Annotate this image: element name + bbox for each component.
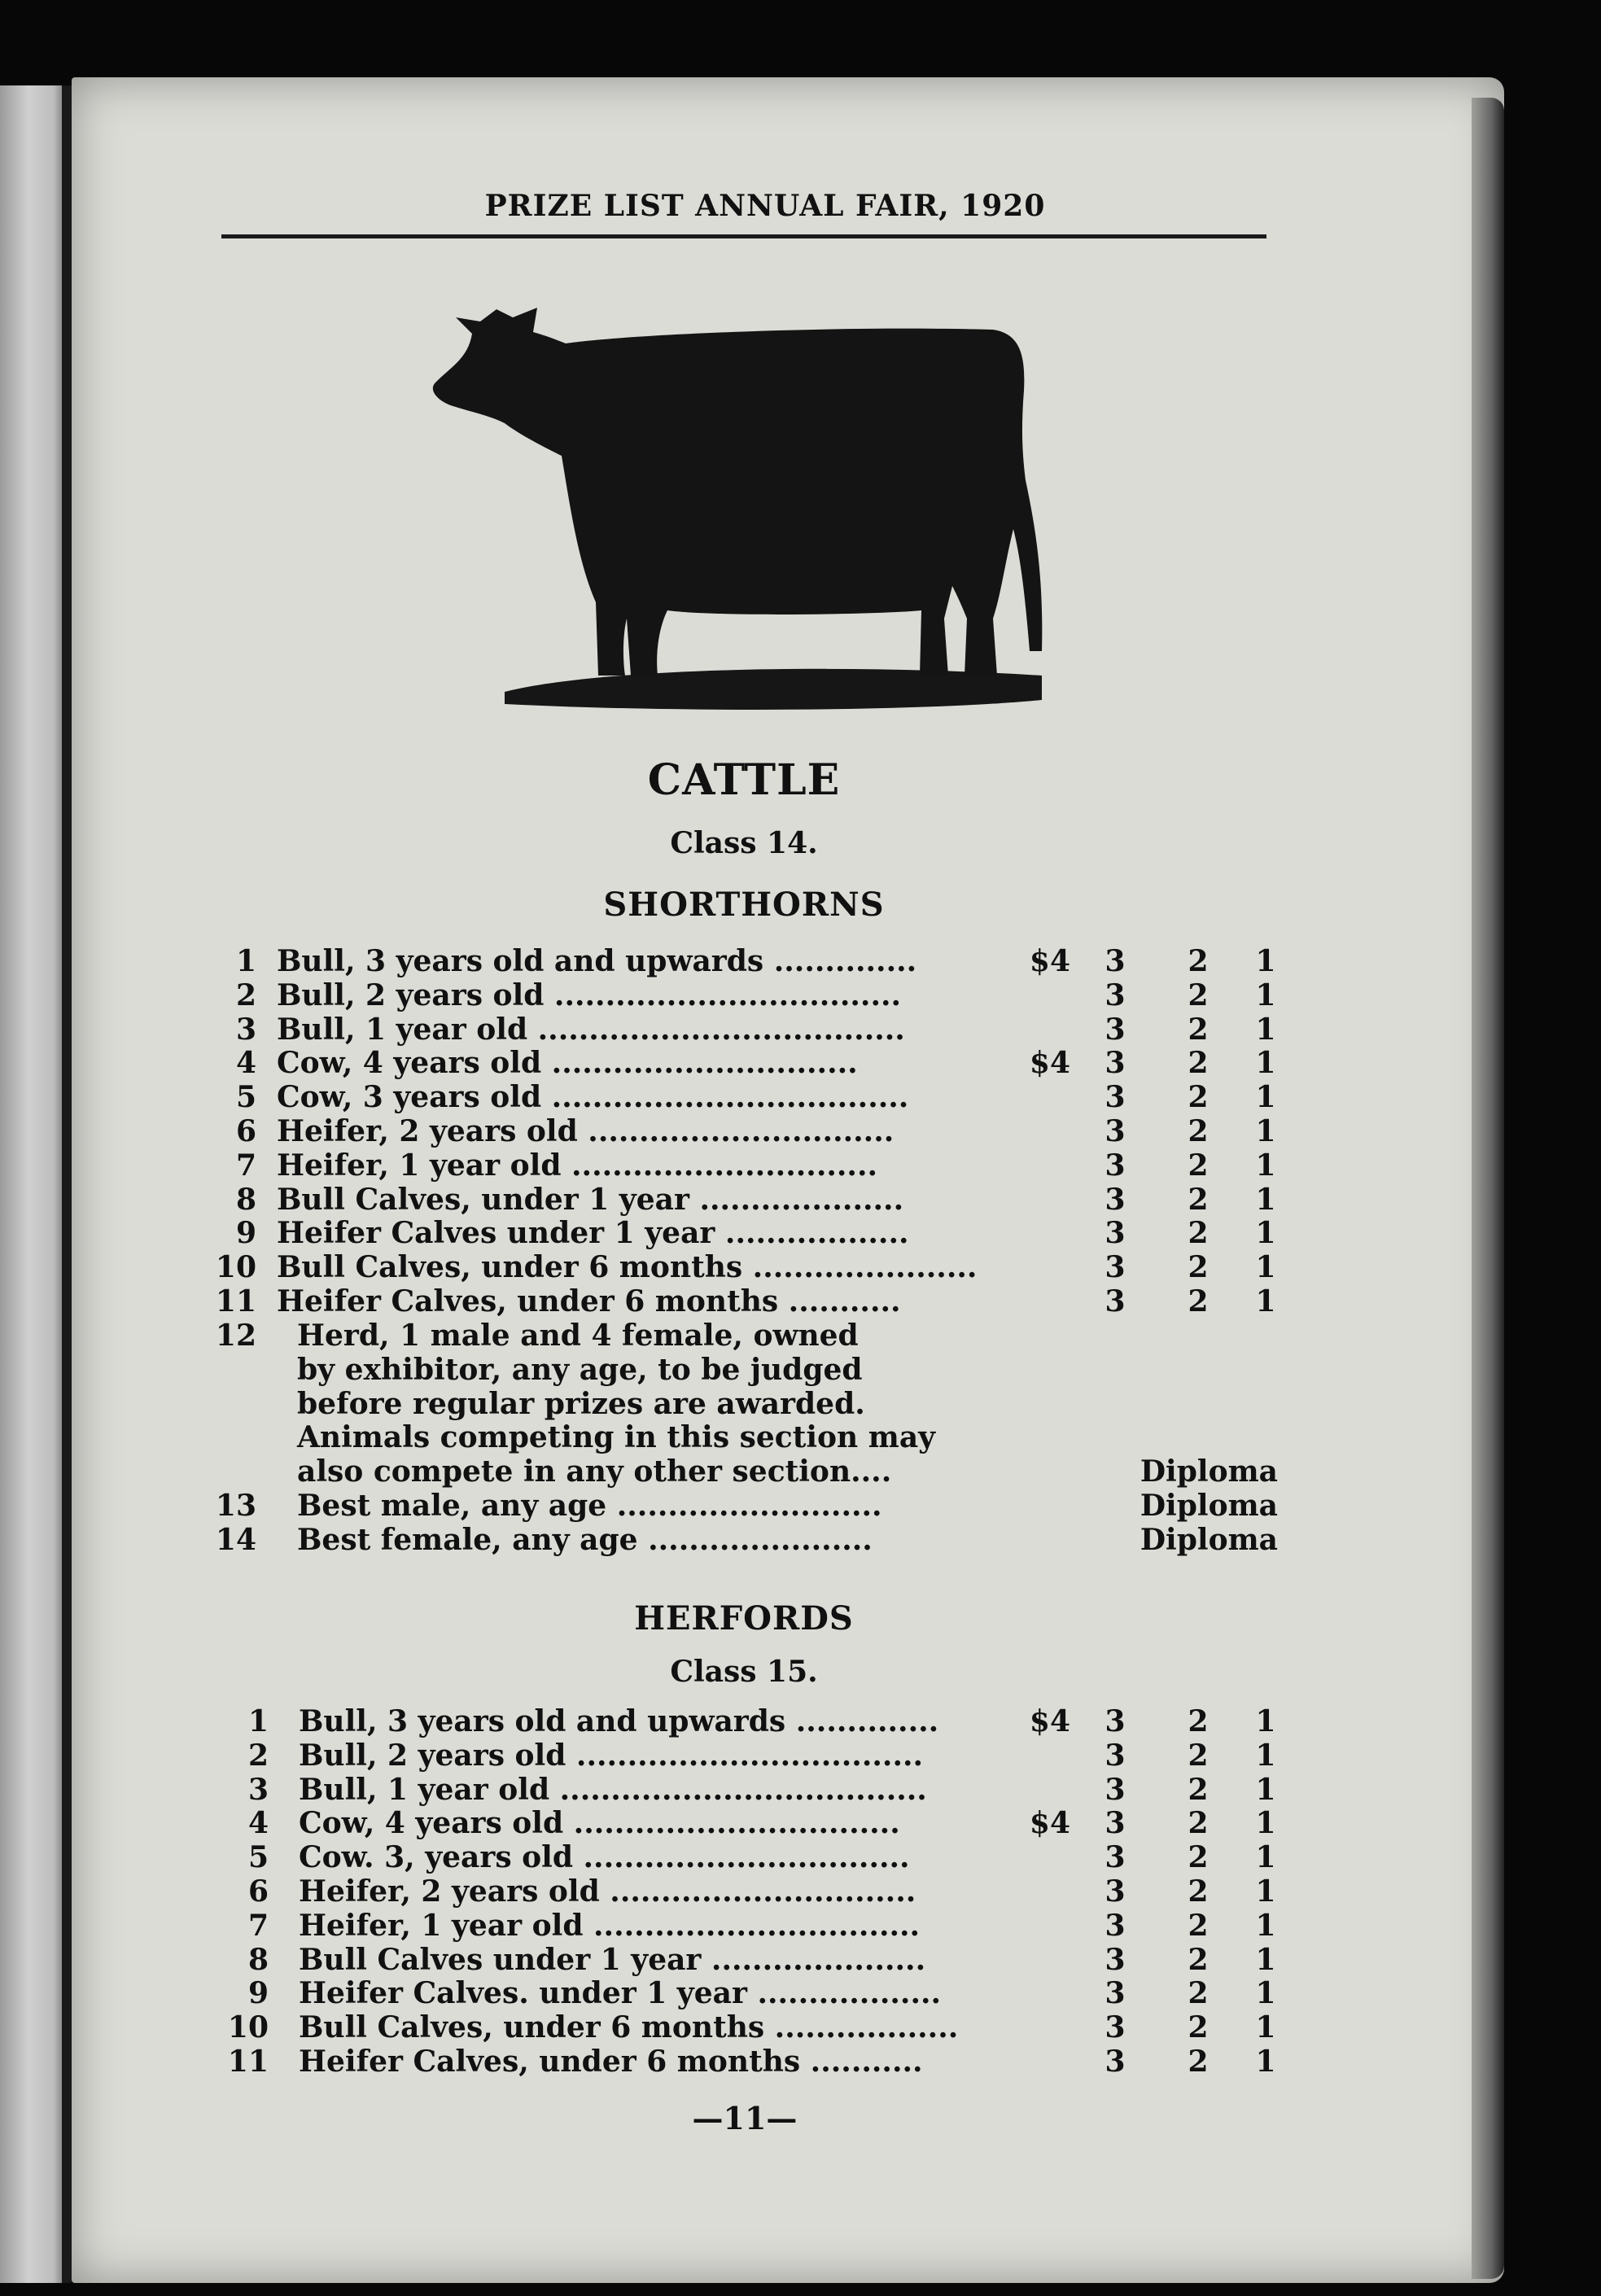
entry-description: Heifer Calves under 1 year .................. <box>277 1216 909 1250</box>
entry-number: 1 <box>235 944 256 978</box>
entry-description: Animals competing in this section may <box>297 1420 936 1454</box>
entry-number: 5 <box>247 1840 269 1874</box>
second-prize: 3 <box>1105 1012 1126 1047</box>
entry-description: Bull, 2 years old .................................. <box>277 978 902 1012</box>
second-prize: 3 <box>1105 1114 1126 1148</box>
entry-description: Best male, any age .......................... <box>297 1489 882 1523</box>
fourth-prize: 1 <box>1255 1874 1276 1909</box>
entry-description: Heifer, 1 year old ................................ <box>299 1909 921 1943</box>
prize-row <box>0 1216 1601 1250</box>
second-prize: 3 <box>1105 1080 1126 1114</box>
fourth-prize: 1 <box>1255 944 1276 978</box>
third-prize: 2 <box>1188 1216 1209 1250</box>
second-prize: 3 <box>1105 1806 1126 1840</box>
fourth-prize: 1 <box>1255 1773 1276 1807</box>
second-prize: 3 <box>1105 1704 1126 1738</box>
second-prize: 3 <box>1105 1976 1126 2010</box>
entry-description: Bull, 1 year old .................................... <box>299 1773 927 1807</box>
entry-description: also compete in any other section.... <box>297 1454 892 1489</box>
prize-row <box>0 1943 1601 1977</box>
third-prize: 2 <box>1188 1114 1209 1148</box>
prize-row <box>0 1806 1601 1840</box>
third-prize: 2 <box>1188 1840 1209 1874</box>
entry-description: Bull Calves under 1 year ..................... <box>299 1943 926 1977</box>
prize-row <box>0 2045 1601 2079</box>
prize-row <box>0 1250 1601 1284</box>
entry-description: Heifer Calves, under 6 months ........... <box>299 2045 923 2079</box>
third-prize: 2 <box>1188 2010 1209 2045</box>
prize-row <box>0 944 1601 978</box>
herfords-title: HERFORDS <box>634 1599 854 1638</box>
fourth-prize: 1 <box>1255 1080 1276 1114</box>
entry-number: 4 <box>247 1806 269 1840</box>
entry-number: 1 <box>247 1704 269 1738</box>
entry-description: Best female, any age ...................... <box>297 1523 873 1557</box>
entry-number: 11 <box>227 2045 269 2079</box>
page-header: PRIZE LIST ANNUAL FAIR, 1920 <box>484 189 1046 223</box>
first-prize: $4 <box>1029 944 1070 978</box>
prize-row <box>0 1773 1601 1807</box>
award-label: Diploma <box>1140 1523 1278 1557</box>
fourth-prize: 1 <box>1255 1183 1276 1217</box>
second-prize: 3 <box>1105 1183 1126 1217</box>
entry-description: Cow, 4 years old ................................ <box>299 1806 900 1840</box>
section-title: CATTLE <box>647 755 841 805</box>
header-rule <box>221 234 1266 238</box>
third-prize: 2 <box>1188 1806 1209 1840</box>
prize-row <box>0 2010 1601 2045</box>
fourth-prize: 1 <box>1255 1943 1276 1977</box>
entry-number: 9 <box>247 1976 269 2010</box>
prize-row <box>0 1080 1601 1114</box>
second-prize: 3 <box>1105 1284 1126 1319</box>
third-prize: 2 <box>1188 1773 1209 1807</box>
award-label: Diploma <box>1140 1489 1278 1523</box>
prize-row <box>0 1284 1601 1319</box>
third-prize: 2 <box>1188 1943 1209 1977</box>
entry-description: Heifer Calves, under 6 months ........... <box>277 1284 901 1319</box>
prize-row <box>0 1909 1601 1943</box>
third-prize: 2 <box>1188 1704 1209 1738</box>
second-prize: 3 <box>1105 944 1126 978</box>
entry-number: 7 <box>235 1148 256 1183</box>
fourth-prize: 1 <box>1255 2010 1276 2045</box>
fourth-prize: 1 <box>1255 1148 1276 1183</box>
fourth-prize: 1 <box>1255 1114 1276 1148</box>
second-prize: 3 <box>1105 1943 1126 1977</box>
prize-row <box>0 1704 1601 1738</box>
entry-number: 3 <box>247 1773 269 1807</box>
prize-row <box>0 1976 1601 2010</box>
third-prize: 2 <box>1188 944 1209 978</box>
third-prize: 2 <box>1188 1976 1209 2010</box>
fourth-prize: 1 <box>1255 2045 1276 2079</box>
third-prize: 2 <box>1188 1909 1209 1943</box>
entry-number: 12 <box>215 1319 256 1353</box>
entry-number: 8 <box>235 1183 256 1217</box>
second-prize: 3 <box>1105 1738 1126 1773</box>
third-prize: 2 <box>1188 1250 1209 1284</box>
prize-row <box>0 978 1601 1012</box>
entry-number: 11 <box>215 1284 256 1319</box>
herd-entry-line <box>0 1319 1601 1353</box>
entry-number: 4 <box>235 1046 256 1080</box>
first-prize: $4 <box>1029 1704 1070 1738</box>
entry-number: 2 <box>247 1738 269 1773</box>
second-prize: 3 <box>1105 1250 1126 1284</box>
prize-row <box>0 1840 1601 1874</box>
entry-number: 8 <box>247 1943 269 1977</box>
herd-entry-line <box>0 1353 1601 1387</box>
entry-description: Bull, 2 years old .................................. <box>299 1738 924 1773</box>
award-label: Diploma <box>1140 1454 1278 1489</box>
entry-description: Bull, 3 years old and upwards .............. <box>277 944 917 978</box>
herd-entry-line <box>0 1454 1601 1489</box>
fourth-prize: 1 <box>1255 1909 1276 1943</box>
fourth-prize: 1 <box>1255 1216 1276 1250</box>
prize-row <box>0 1114 1601 1148</box>
entry-description: Cow. 3, years old ................................ <box>299 1840 910 1874</box>
entry-number: 6 <box>235 1114 256 1148</box>
entry-number: 7 <box>247 1909 269 1943</box>
entry-description: Bull Calves, under 6 months ...................... <box>277 1250 978 1284</box>
herd-entry-line <box>0 1387 1601 1421</box>
entry-description: Heifer, 2 years old .............................. <box>299 1874 916 1909</box>
third-prize: 2 <box>1188 2045 1209 2079</box>
entry-description: Herd, 1 male and 4 female, owned <box>297 1319 859 1353</box>
prize-row <box>0 1738 1601 1773</box>
third-prize: 2 <box>1188 978 1209 1012</box>
entry-number: 5 <box>235 1080 256 1114</box>
prize-row <box>0 1183 1601 1217</box>
entry-number: 14 <box>215 1523 256 1557</box>
prize-row <box>0 1489 1601 1523</box>
entry-number: 2 <box>235 978 256 1012</box>
first-prize: $4 <box>1029 1806 1070 1840</box>
third-prize: 2 <box>1188 1080 1209 1114</box>
fourth-prize: 1 <box>1255 1806 1276 1840</box>
shorthorns-title: SHORTHORNS <box>603 886 885 924</box>
entry-description: Bull Calves, under 1 year .................... <box>277 1183 904 1217</box>
prize-row <box>0 1012 1601 1047</box>
entry-description: Heifer, 1 year old .............................. <box>277 1148 878 1183</box>
second-prize: 3 <box>1105 2010 1126 2045</box>
fourth-prize: 1 <box>1255 978 1276 1012</box>
cow-illustration <box>423 293 1058 716</box>
third-prize: 2 <box>1188 1284 1209 1319</box>
entry-description: Cow, 3 years old ................................... <box>277 1080 909 1114</box>
class-15-label: Class 15. <box>670 1655 818 1689</box>
entry-description: Bull Calves, under 6 months .................. <box>299 2010 959 2045</box>
entry-description: Heifer Calves. under 1 year .................. <box>299 1976 942 2010</box>
third-prize: 2 <box>1188 1046 1209 1080</box>
entry-number: 6 <box>247 1874 269 1909</box>
second-prize: 3 <box>1105 978 1126 1012</box>
entry-number: 13 <box>215 1489 256 1523</box>
herd-entry-line <box>0 1420 1601 1454</box>
entry-number: 9 <box>235 1216 256 1250</box>
prize-row <box>0 1046 1601 1080</box>
third-prize: 2 <box>1188 1012 1209 1047</box>
second-prize: 3 <box>1105 1773 1126 1807</box>
entry-number: 3 <box>235 1012 256 1047</box>
fourth-prize: 1 <box>1255 1976 1276 2010</box>
fourth-prize: 1 <box>1255 1250 1276 1284</box>
third-prize: 2 <box>1188 1148 1209 1183</box>
class-14-label: Class 14. <box>670 826 818 860</box>
entry-description: before regular prizes are awarded. <box>297 1387 865 1421</box>
first-prize: $4 <box>1029 1046 1070 1080</box>
entry-number: 10 <box>227 2010 269 2045</box>
second-prize: 3 <box>1105 1046 1126 1080</box>
fourth-prize: 1 <box>1255 1738 1276 1773</box>
second-prize: 3 <box>1105 2045 1126 2079</box>
fourth-prize: 1 <box>1255 1046 1276 1080</box>
fourth-prize: 1 <box>1255 1012 1276 1047</box>
entry-number: 10 <box>215 1250 256 1284</box>
entry-description: Bull, 1 year old .................................... <box>277 1012 905 1047</box>
fourth-prize: 1 <box>1255 1284 1276 1319</box>
second-prize: 3 <box>1105 1148 1126 1183</box>
prize-row <box>0 1874 1601 1909</box>
second-prize: 3 <box>1105 1874 1126 1909</box>
third-prize: 2 <box>1188 1183 1209 1217</box>
third-prize: 2 <box>1188 1874 1209 1909</box>
prize-row <box>0 1523 1601 1557</box>
second-prize: 3 <box>1105 1840 1126 1874</box>
fourth-prize: 1 <box>1255 1840 1276 1874</box>
entry-description: Heifer, 2 years old .............................. <box>277 1114 895 1148</box>
second-prize: 3 <box>1105 1216 1126 1250</box>
third-prize: 2 <box>1188 1738 1209 1773</box>
entry-description: by exhibitor, any age, to be judged <box>297 1353 863 1387</box>
second-prize: 3 <box>1105 1909 1126 1943</box>
page-number: —11— <box>692 2100 798 2136</box>
entry-description: Cow, 4 years old .............................. <box>277 1046 858 1080</box>
fourth-prize: 1 <box>1255 1704 1276 1738</box>
prize-row <box>0 1148 1601 1183</box>
entry-description: Bull, 3 years old and upwards .............. <box>299 1704 939 1738</box>
